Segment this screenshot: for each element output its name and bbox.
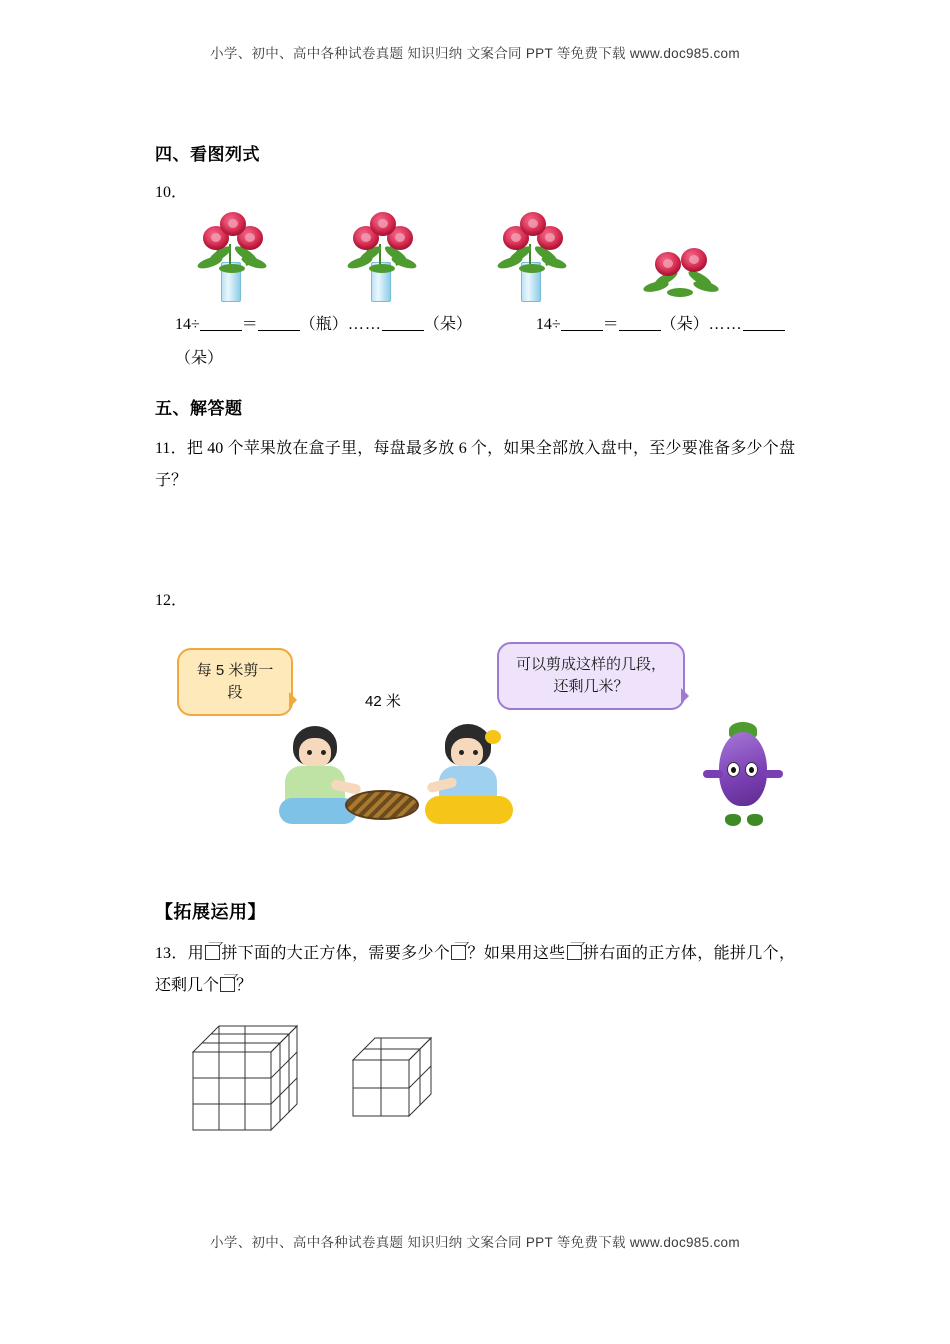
eq-right-equals: ＝ <box>602 316 619 333</box>
watermark-bottom: 小学、初中、高中各种试卷真题 知识归纳 文案合同 PPT 等免费下载 www.doc985.com <box>210 1235 740 1250</box>
rose-icon <box>681 248 707 272</box>
rose-icon <box>220 212 246 236</box>
speech-bubble-left: 每 5 米剪一段 <box>177 648 293 716</box>
answer-blank[interactable] <box>382 314 424 331</box>
flower-illustration <box>175 212 795 302</box>
question-12-illustration <box>155 628 795 838</box>
section-heading-4: 四、看图列式 <box>155 145 260 164</box>
question-10-equations <box>175 308 795 376</box>
eggplant-character <box>711 718 777 828</box>
speech-bubble-right: 可以剪成这样的几段，还剩几米？ <box>497 642 685 710</box>
question-13-text-4: 拼右面的正方体，能拼几个，还剩几个 <box>155 945 795 994</box>
eq-left-dots: …… <box>347 316 382 333</box>
flower-group-2 <box>325 212 475 302</box>
girl-figure <box>423 720 519 830</box>
question-13-text-5: ？ <box>236 977 253 994</box>
eggplant-eye-left <box>727 762 740 777</box>
question-13-text-1: 用 <box>187 945 205 962</box>
rope-pile-icon <box>345 790 419 820</box>
question-10-number: 10． <box>155 184 188 201</box>
answer-blank[interactable] <box>619 314 661 331</box>
eq-left-unit2: （朵） <box>423 316 472 333</box>
leaves-icon <box>647 272 717 294</box>
unit-cube-icon <box>451 945 466 960</box>
eq-left-unit1: （瓶） <box>299 316 348 333</box>
question-11-number: 11． <box>155 440 187 457</box>
unit-cube-icon <box>205 945 220 960</box>
answer-blank[interactable] <box>743 314 785 331</box>
section-heading-extend: 【拓展运用】 <box>155 902 266 922</box>
answer-blank[interactable] <box>200 314 242 331</box>
eq-right-dots: …… <box>708 316 743 333</box>
answer-blank[interactable] <box>561 314 603 331</box>
unit-cube-icon <box>220 977 235 992</box>
section-heading-5: 五、解答题 <box>155 399 243 418</box>
question-11-text: 把 40 个苹果放在盒子里，每盘最多放 6 个，如果全部放入盘中，至少要准备多少个盘子？ <box>155 440 795 489</box>
worksheet-content <box>155 140 795 1138</box>
unit-cube-icon <box>567 945 582 960</box>
rose-icon <box>520 212 546 236</box>
eq-right-unit1: （朵） <box>660 316 709 333</box>
leaves-icon <box>497 250 567 272</box>
flower-group-4 <box>625 212 775 302</box>
flower-group-3 <box>475 212 625 302</box>
rose-icon <box>370 212 396 236</box>
question-12-number: 12． <box>155 592 188 609</box>
rose-icon <box>655 252 681 276</box>
eq-left-equals: ＝ <box>241 316 258 333</box>
small-cube-icon <box>345 1032 455 1132</box>
answer-blank[interactable] <box>258 314 300 331</box>
question-13-text-3: ？如果用这些 <box>467 945 566 962</box>
question-11 <box>155 433 795 497</box>
eq-right-unit2: （朵） <box>175 350 224 367</box>
eggplant-body-icon <box>719 732 767 806</box>
leaves-icon <box>197 250 267 272</box>
eggplant-eye-right <box>745 762 758 777</box>
flower-group-1 <box>175 212 325 302</box>
cube-figures <box>175 1018 795 1138</box>
eq-right-prefix: 14÷ <box>535 316 561 333</box>
question-13-text-2: 拼下面的大正方体，需要多少个 <box>221 945 451 962</box>
rope-length-label: 42 米 <box>365 693 401 710</box>
question-13 <box>155 938 795 1002</box>
big-cube-icon <box>185 1018 315 1138</box>
boy-figure <box>273 720 363 830</box>
question-13-number: 13． <box>155 945 188 962</box>
leaves-icon <box>347 250 417 272</box>
watermark-top: 小学、初中、高中各种试卷真题 知识归纳 文案合同 PPT 等免费下载 www.doc985.com <box>210 46 740 61</box>
eq-left-prefix: 14÷ <box>175 316 200 333</box>
